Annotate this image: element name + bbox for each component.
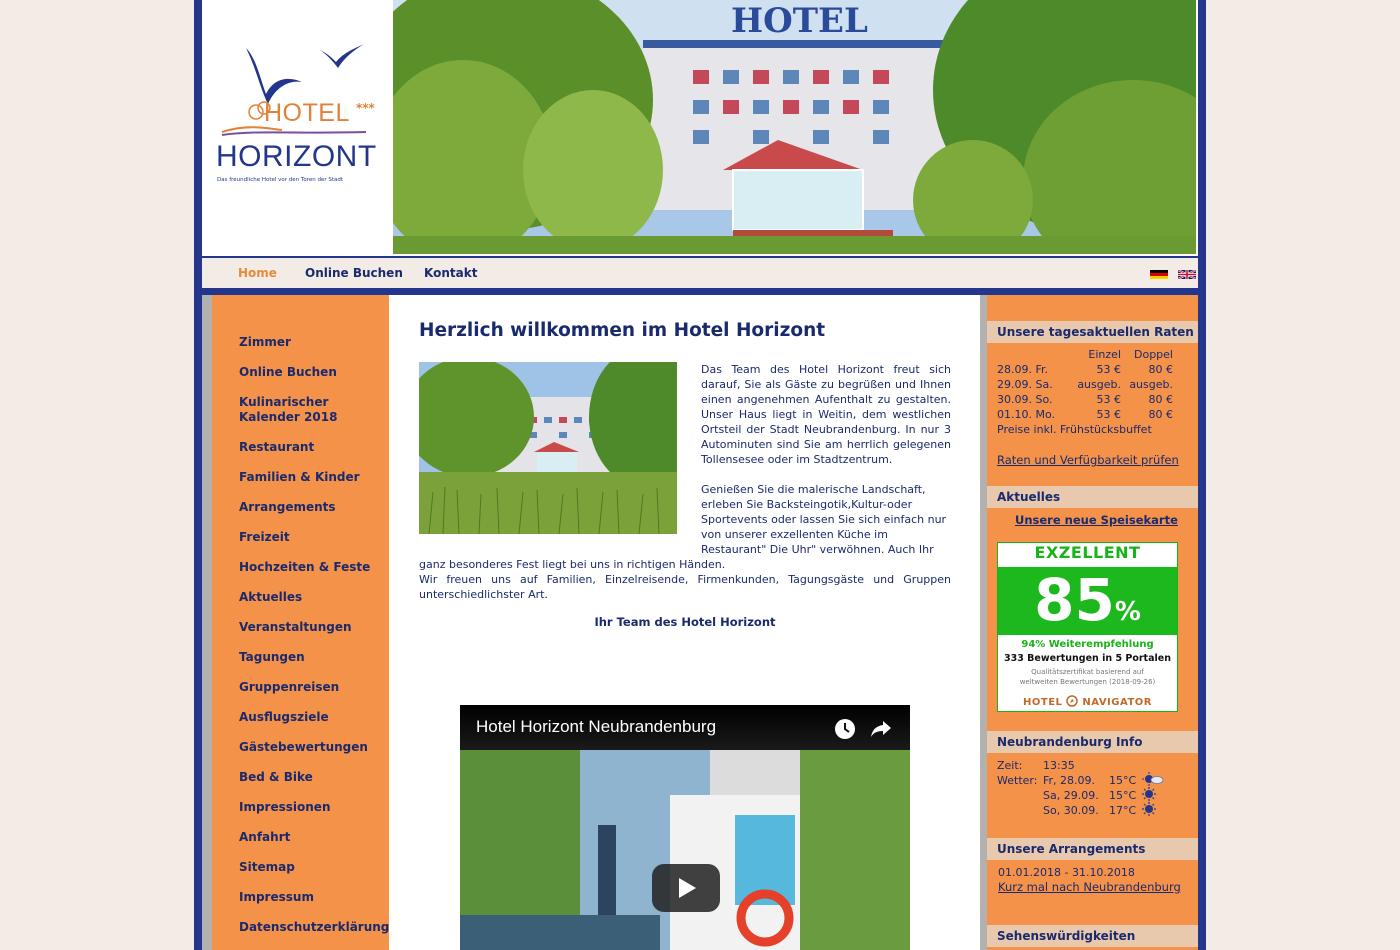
rate-single: ausgeb. bbox=[1077, 378, 1121, 391]
weather-temp: 17°C bbox=[1109, 804, 1137, 817]
weather-day: Sa, 29.09. bbox=[1043, 789, 1099, 802]
sidebar-item-freizeit[interactable]: Freizeit bbox=[239, 530, 290, 544]
table-row bbox=[997, 392, 1173, 407]
rates-availability-link[interactable]: Raten und Verfügbarkeit prüfen bbox=[997, 453, 1179, 467]
intro-paragraph-3: Wir freuen uns auf Familien, Einzelreisende, Firmenkunden, Tagungsgäste und Gruppen unterschiedlichster Art. bbox=[419, 573, 951, 601]
header bbox=[202, 0, 1198, 256]
logo-hotel-text: HOTEL bbox=[264, 99, 350, 127]
info-heading: Neubrandenburg Info bbox=[987, 731, 1198, 753]
hotelnavigator-logo-b: NAVIGATOR bbox=[1082, 697, 1152, 708]
table-row bbox=[997, 362, 1173, 377]
sidebar-item-anfahrt[interactable]: Anfahrt bbox=[239, 830, 291, 844]
rates-table bbox=[997, 347, 1173, 437]
nav-online-buchen[interactable]: Online Buchen bbox=[305, 266, 403, 280]
weather-temp: 15°C bbox=[1109, 774, 1137, 787]
table-row bbox=[997, 377, 1173, 392]
sidebar-item-bed-bike[interactable]: Bed & Bike bbox=[239, 770, 313, 784]
sunny-icon bbox=[1142, 802, 1156, 816]
time-label: Zeit: bbox=[997, 759, 1023, 772]
rate-date: 01.10. Mo. bbox=[997, 408, 1056, 421]
badge-recommend: 94% Weiterempfehlung bbox=[1021, 639, 1154, 650]
table-row bbox=[997, 422, 1173, 437]
rate-date: 29.09. Sa. bbox=[997, 378, 1053, 391]
sidebar-item-restaurant[interactable]: Restaurant bbox=[239, 440, 315, 454]
hotelnavigator-badge[interactable] bbox=[997, 542, 1178, 712]
rate-single: 53 € bbox=[1096, 408, 1121, 421]
sidebar-item-impressionen[interactable]: Impressionen bbox=[239, 800, 331, 814]
arrangements-heading: Unsere Arrangements bbox=[987, 838, 1198, 860]
rate-date: 28.09. Fr. bbox=[997, 363, 1049, 376]
rate-double: 80 € bbox=[1148, 393, 1173, 406]
badge-percent: % bbox=[1114, 597, 1141, 627]
intro-paragraph-2-end: ganz besonderes Fest liegt bei uns in richtigen Händen. bbox=[419, 558, 726, 571]
intro-paragraph-2: Genießen Sie die malerische Landschaft, erleben Sie Backsteingotik,Kultur-oder Sportevents oder lassen Sie sich einfach nur von unserer exzellenten Küche im Restaurant" Die Uhr" verwöhnen. Auch Ihr bbox=[701, 483, 947, 556]
news-heading: Aktuelles bbox=[987, 486, 1198, 508]
sidebar-item-tagungen[interactable]: Tagungen bbox=[239, 650, 305, 664]
rates-note: Preise inkl. Frühstücksbuffet bbox=[997, 423, 1152, 436]
badge-cert-line2: weltweiten Bewertungen (2018-09-26) bbox=[1019, 678, 1156, 686]
nav-kontakt[interactable]: Kontakt bbox=[424, 266, 478, 280]
main-content bbox=[419, 295, 954, 950]
sidebar-item-gruppenreisen[interactable]: Gruppenreisen bbox=[239, 680, 340, 694]
badge-cert bbox=[998, 667, 1177, 687]
sidebar-item-kulinarischer-kalender[interactable]: Kulinarischer Kalender 2018 bbox=[239, 395, 338, 424]
badge-score bbox=[998, 567, 1177, 635]
logo-stars: *** bbox=[356, 101, 375, 115]
main-area bbox=[202, 295, 1198, 950]
rate-double: ausgeb. bbox=[1129, 378, 1173, 391]
right-sidebar bbox=[980, 295, 1198, 950]
rate-double: 80 € bbox=[1148, 363, 1173, 376]
time-value: 13:35 bbox=[1043, 759, 1075, 772]
badge-cert-line1: Qualitätszertifikat basierend auf bbox=[1031, 668, 1144, 676]
intro-paragraph-1: Das Team des Hotel Horizont freut sich darauf, Sie als Gäste zu begrüßen und Ihnen einen angenehmen Aufenthalt zu gestalten. Unser Haus liegt in Weitin, dem westlichen Ortsteil der Stadt Neubrandenburg. In nur 3 Autominuten sind Sie am herrlich gelegenen Tollensesee oder im Stadtzentrum. bbox=[701, 363, 951, 466]
sunny-icon bbox=[1142, 787, 1156, 801]
sights-heading: Sehenswürdigkeiten bbox=[987, 925, 1198, 947]
signature: Ihr Team des Hotel Horizont bbox=[594, 615, 776, 629]
partly-cloudy-icon bbox=[1142, 772, 1164, 786]
badge-score-value: 85 bbox=[1034, 566, 1115, 634]
badge-reviews: 333 Bewertungen in 5 Portalen bbox=[1004, 653, 1171, 664]
sidebar-item-hochzeiten-feste[interactable]: Hochzeiten & Feste bbox=[239, 560, 371, 574]
rate-date: 30.09. So. bbox=[997, 393, 1053, 406]
logo-name: HORIZONT bbox=[216, 140, 377, 173]
sidebar-item-veranstaltungen[interactable]: Veranstaltungen bbox=[239, 620, 352, 634]
logo-tagline: Das freundliche Hotel vor den Toren der Stadt bbox=[217, 177, 343, 183]
rate-single: 53 € bbox=[1096, 363, 1121, 376]
nav-home[interactable]: Home bbox=[238, 266, 277, 280]
badge-title: EXZELLENT bbox=[1034, 543, 1141, 562]
rate-single: 53 € bbox=[1096, 393, 1121, 406]
rates-col-single: Einzel bbox=[1088, 348, 1121, 361]
arrangement-link[interactable]: Kurz mal nach Neubrandenburg bbox=[998, 880, 1181, 894]
weather-day: Fr, 28.09. bbox=[1043, 774, 1096, 787]
sidebar-item-ausflugsziele[interactable]: Ausflugsziele bbox=[239, 710, 329, 724]
english-flag-icon[interactable] bbox=[1178, 270, 1196, 279]
hotel-photo[interactable] bbox=[419, 362, 677, 534]
hotelnavigator-logo bbox=[998, 695, 1177, 708]
weather-temp: 15°C bbox=[1109, 789, 1137, 802]
sidebar-item-arrangements[interactable]: Arrangements bbox=[239, 500, 336, 514]
rates-col-double: Doppel bbox=[1134, 348, 1173, 361]
share-icon[interactable] bbox=[870, 719, 892, 739]
arrangement-dates: 01.01.2018 - 31.10.2018 bbox=[998, 866, 1135, 879]
rates-heading: Unsere tagesaktuellen Raten bbox=[987, 321, 1198, 343]
weather-label: Wetter: bbox=[997, 774, 1038, 787]
weather-day: So, 30.09. bbox=[1043, 804, 1099, 817]
sidebar-item-gaestebewertungen[interactable]: Gästebewertungen bbox=[239, 740, 368, 754]
watch-later-clock-icon[interactable] bbox=[834, 718, 856, 740]
top-navigation bbox=[202, 258, 1198, 288]
sidebar-item-sitemap[interactable]: Sitemap bbox=[239, 860, 295, 874]
rate-double: 80 € bbox=[1148, 408, 1173, 421]
play-button-icon[interactable] bbox=[652, 864, 720, 912]
sidebar-item-datenschutz[interactable]: Datenschutzerklärung bbox=[239, 920, 390, 934]
menu-link[interactable]: Unsere neue Speisekarte bbox=[1015, 513, 1178, 527]
sidebar-item-impressum[interactable]: Impressum bbox=[239, 890, 314, 904]
video-title: Hotel Horizont Neubrandenburg bbox=[476, 717, 717, 736]
page-frame bbox=[194, 0, 1206, 950]
sidebar-item-aktuelles[interactable]: Aktuelles bbox=[239, 590, 303, 604]
video-player[interactable] bbox=[460, 705, 910, 950]
german-flag-icon[interactable] bbox=[1150, 270, 1168, 279]
sidebar bbox=[202, 295, 389, 950]
compass-icon bbox=[1066, 695, 1078, 707]
hero-image bbox=[393, 0, 1196, 254]
sidebar-item-familien-kinder[interactable]: Familien & Kinder bbox=[239, 470, 360, 484]
sidebar-item-online-buchen[interactable]: Online Buchen bbox=[239, 365, 337, 379]
page-title: Herzlich willkommen im Hotel Horizont bbox=[419, 320, 826, 341]
hotelnavigator-logo-a: HOTEL bbox=[1023, 697, 1063, 708]
hotel-logo[interactable] bbox=[202, 0, 393, 256]
table-row bbox=[997, 407, 1173, 422]
sidebar-item-zimmer[interactable]: Zimmer bbox=[239, 335, 291, 349]
hero-sign-text: HOTEL bbox=[731, 1, 868, 41]
rates-header-row bbox=[997, 347, 1173, 362]
